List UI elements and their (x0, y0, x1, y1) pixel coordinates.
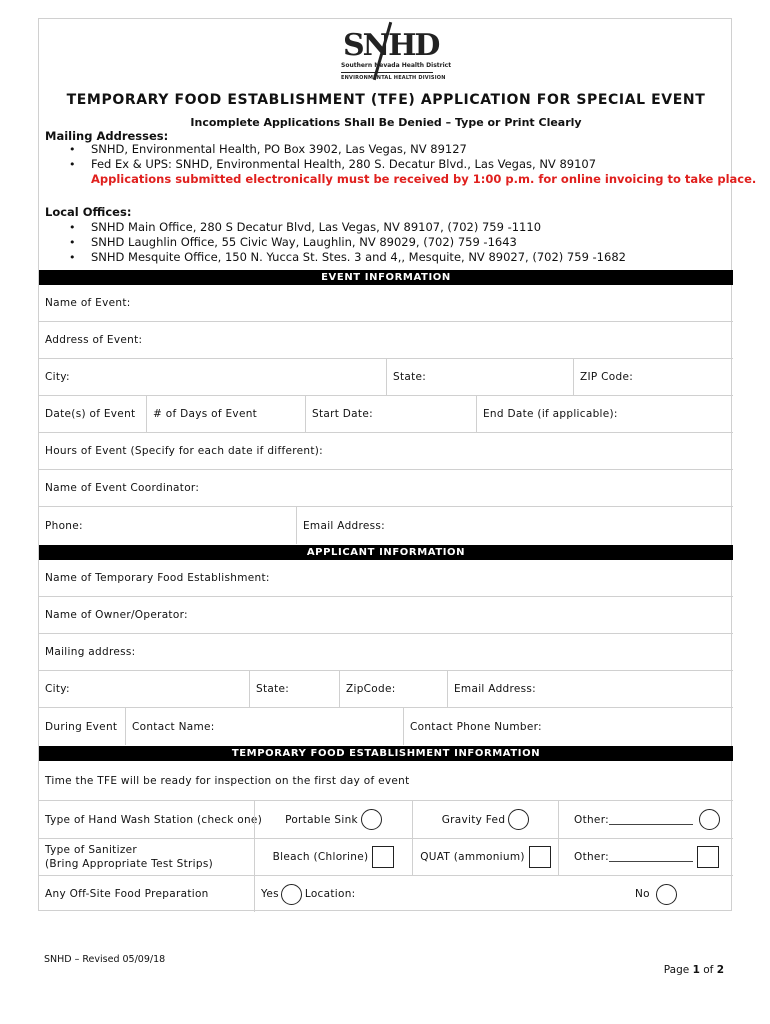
sanitizer-label-line2: (Bring Appropriate Test Strips) (45, 858, 214, 870)
hand-wash-label: Type of Hand Wash Station (check one) (45, 813, 263, 826)
yes-radio[interactable] (281, 884, 302, 905)
other-handwash-radio[interactable] (699, 809, 720, 830)
contact-phone-field[interactable]: Contact Phone Number: (403, 708, 733, 745)
owner-field[interactable]: Name of Owner/Operator: (45, 609, 188, 621)
event-coordinator-field[interactable]: Name of Event Coordinator: (45, 482, 200, 494)
event-hours-field[interactable]: Hours of Event (Specify for each date if different): (45, 445, 324, 457)
page-total: 2 (716, 964, 724, 976)
page-subtitle: Incomplete Applications Shall Be Denied – Type or Print Clearly (190, 116, 582, 129)
hand-wash-row (39, 801, 733, 839)
sanitizer-label (39, 839, 254, 875)
electronic-note: Applications submitted electronically must be received by 1:00 p.m. for online invoicing to take place. (91, 172, 757, 186)
contact-name-field[interactable]: Contact Name: (125, 708, 403, 745)
owner-row[interactable] (39, 597, 733, 634)
list-item: • Fed Ex & UPS: SNHD, Environmental Health, 280 S. Decatur Blvd., Las Vegas, NV 89107 (69, 157, 596, 172)
other-handwash-blank[interactable] (609, 815, 693, 825)
page-title: TEMPORARY FOOD ESTABLISHMENT (TFE) APPLICATION FOR SPECIAL EVENT (66, 92, 706, 108)
other-handwash-label: Other: (574, 813, 609, 826)
gravity-fed-label: Gravity Fed (441, 813, 506, 826)
other-sanitizer-blank[interactable] (609, 852, 693, 862)
offsite-answers (254, 876, 733, 912)
other-sanitizer-label: Other: (574, 851, 609, 863)
other-sanitizer-option[interactable] (558, 839, 733, 875)
list-item: • SNHD, Environmental Health, PO Box 3902, Las Vegas, NV 89127 (69, 142, 596, 157)
page-number (664, 964, 724, 976)
mailing-address-field[interactable]: Mailing address: (45, 646, 136, 658)
event-phone-field[interactable]: Phone: (45, 519, 83, 532)
event-address-row[interactable] (39, 322, 733, 359)
event-days-field[interactable]: # of Days of Event (146, 396, 305, 432)
other-handwash-option[interactable] (558, 801, 733, 838)
inspection-time-row[interactable] (39, 761, 733, 801)
event-email-field[interactable]: Email Address: (296, 507, 733, 544)
snhd-logo (341, 21, 452, 89)
event-name-row[interactable] (39, 285, 733, 322)
gravity-fed-radio[interactable] (508, 809, 529, 830)
bleach-label: Bleach (Chlorine) (272, 851, 369, 863)
event-zip-field[interactable]: ZIP Code: (573, 359, 733, 395)
list-item: • SNHD Mesquite Office, 150 N. Yucca St. Stes. 3 and 4,, Mesquite, NV 89027, (702) 759 -1682 (69, 250, 626, 265)
page-word: Page (663, 964, 690, 976)
sanitizer-row (39, 839, 733, 876)
event-hours-row[interactable] (39, 433, 733, 470)
mailing-address-row[interactable] (39, 634, 733, 671)
page-current: 1 (692, 964, 700, 976)
applicant-info-header: APPLICANT INFORMATION (39, 545, 733, 560)
tfe-info-header: TEMPORARY FOOD ESTABLISHMENT INFORMATION (39, 746, 733, 761)
event-city-field[interactable]: City: (45, 371, 70, 383)
logo-divider (341, 72, 433, 73)
portable-sink-option[interactable] (254, 801, 412, 838)
logo-division: ENVIRONMENTAL HEALTH DIVISION (341, 75, 446, 81)
of-word: of (703, 964, 714, 976)
contact-row[interactable] (39, 708, 733, 745)
bleach-checkbox[interactable] (372, 846, 394, 868)
applicant-city-row[interactable] (39, 671, 733, 708)
other-sanitizer-checkbox[interactable] (697, 846, 719, 868)
portable-sink-label: Portable Sink (285, 813, 358, 826)
applicant-city-field[interactable]: City: (45, 683, 70, 695)
tfe-name-row[interactable] (39, 560, 733, 597)
event-city-row[interactable] (39, 359, 733, 396)
offsite-row (39, 876, 733, 912)
local-offices-label: Local Offices: (45, 205, 132, 219)
event-name-field[interactable]: Name of Event: (45, 297, 131, 309)
no-option[interactable] (635, 876, 677, 912)
inspection-time-field[interactable]: Time the TFE will be ready for inspection on the first day of event (45, 774, 410, 787)
revision-note: SNHD – Revised 05/09/18 (44, 954, 166, 965)
event-dates-label: Date(s) of Event (45, 408, 136, 420)
event-coordinator-row[interactable] (39, 470, 733, 507)
gravity-fed-option[interactable] (412, 801, 558, 838)
mailing-label: Mailing Addresses: (45, 129, 169, 143)
list-item: • SNHD Laughlin Office, 55 Civic Way, Laughlin, NV 89029, (702) 759 -1643 (69, 235, 626, 250)
quat-label: QUAT (ammonium) (420, 851, 525, 863)
event-info-header: EVENT INFORMATION (39, 270, 733, 285)
list-item: • SNHD Main Office, 280 S Decatur Blvd, Las Vegas, NV 89107, (702) 759 -1110 (69, 220, 626, 235)
during-event-label: During Event (45, 720, 118, 733)
event-start-date-field[interactable]: Start Date: (305, 396, 476, 432)
logo-name: SNHD (343, 28, 439, 63)
event-dates-row[interactable] (39, 396, 733, 433)
no-label: No (635, 888, 650, 900)
yes-label: Yes (261, 888, 279, 900)
applicant-zip-field[interactable]: ZipCode: (339, 671, 447, 707)
tfe-name-field[interactable]: Name of Temporary Food Establishment: (45, 572, 270, 584)
no-radio[interactable] (656, 884, 677, 905)
event-phone-row[interactable] (39, 507, 733, 544)
applicant-state-field[interactable]: State: (249, 671, 339, 707)
quat-option[interactable] (412, 839, 558, 875)
event-address-field[interactable]: Address of Event: (45, 334, 143, 346)
portable-sink-radio[interactable] (361, 809, 382, 830)
event-state-field[interactable]: State: (386, 359, 573, 395)
logo-district: Southern Nevada Health District (341, 62, 452, 69)
location-field[interactable]: Location: (304, 888, 356, 900)
event-end-date-field[interactable]: End Date (if applicable): (476, 396, 733, 432)
bleach-option[interactable] (254, 839, 412, 875)
local-offices-list (69, 220, 626, 265)
form-page (38, 18, 757, 911)
offsite-label: Any Off-Site Food Preparation (45, 888, 209, 900)
mailing-list (69, 142, 596, 172)
applicant-email-field[interactable]: Email Address: (447, 671, 733, 707)
sanitizer-label-line1: Type of Sanitizer (45, 844, 138, 856)
quat-checkbox[interactable] (529, 846, 551, 868)
